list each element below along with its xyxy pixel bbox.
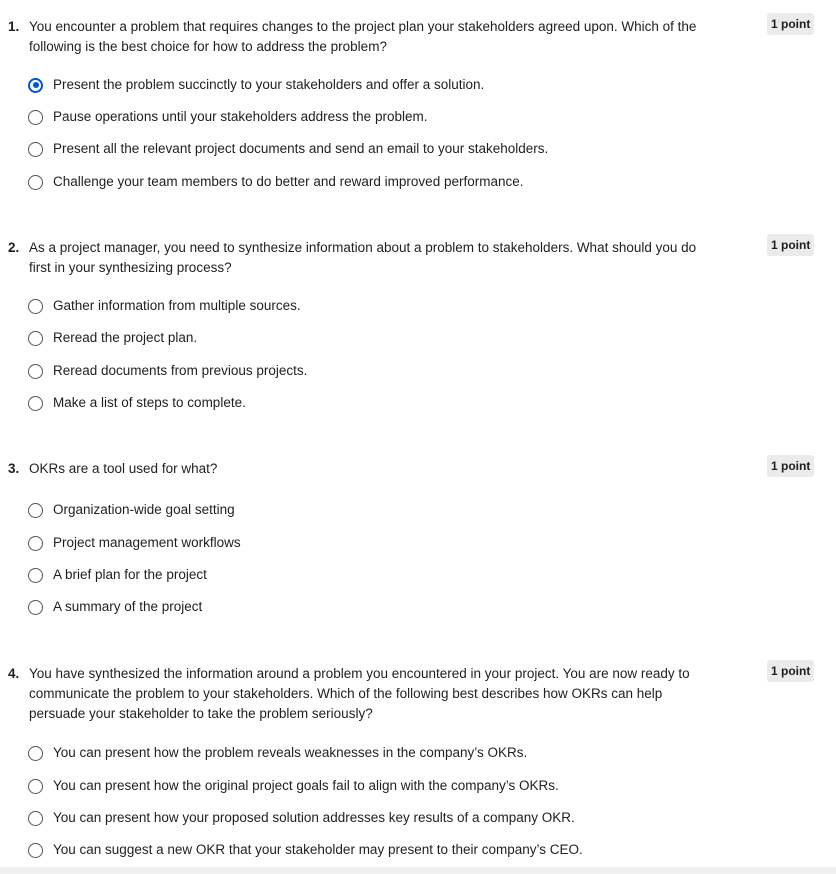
option-label: Challenge your team members to do better and reward improved performance.	[53, 174, 524, 189]
radio-icon[interactable]	[28, 503, 43, 518]
answer-option[interactable]	[28, 296, 728, 316]
option-label: You can present how the original project goals fail to align with the company’s OKRs.	[53, 778, 559, 793]
answer-option[interactable]	[28, 565, 728, 585]
radio-icon[interactable]	[28, 568, 43, 583]
option-label: Make a list of steps to complete.	[53, 395, 246, 410]
radio-icon[interactable]	[28, 110, 43, 125]
question-text: As a project manager, you need to synthesize information about a problem to stakeholders. What should you do first in your synthesizing process?	[29, 240, 697, 275]
answer-option[interactable]	[28, 840, 728, 860]
answer-option[interactable]	[28, 361, 728, 381]
answer-option[interactable]	[28, 533, 728, 553]
answer-option[interactable]	[28, 776, 728, 796]
option-label: Project management workflows	[53, 535, 241, 550]
option-label: Present all the relevant project documents and send an email to your stakeholders.	[53, 141, 549, 156]
radio-icon[interactable]	[28, 536, 43, 551]
option-label: A brief plan for the project	[53, 567, 207, 582]
points-badge: 1 point	[767, 660, 814, 682]
radio-icon[interactable]	[28, 843, 43, 858]
question-number: 4.	[8, 666, 20, 681]
bottom-divider	[0, 867, 836, 874]
radio-icon[interactable]	[28, 600, 43, 615]
option-label: Pause operations until your stakeholders address the problem.	[53, 109, 428, 124]
radio-icon[interactable]	[28, 175, 43, 190]
option-label: Present the problem succinctly to your stakeholders and offer a solution.	[53, 77, 485, 92]
points-badge: 1 point	[767, 234, 814, 256]
option-label: Gather information from multiple sources.	[53, 298, 301, 313]
option-label: You can present how the problem reveals weaknesses in the company’s OKRs.	[53, 745, 528, 760]
option-label: You can present how your proposed solution addresses key results of a company OKR.	[53, 810, 575, 825]
points-badge: 1 point	[767, 455, 814, 477]
option-label: Organization-wide goal setting	[53, 502, 235, 517]
radio-icon[interactable]	[28, 811, 43, 826]
question-text: You have synthesized the information around a problem you encountered in your project. You are now ready to communicate the problem to your stakeholders. Which of the following best describes how OKRs can help persuade your stakeholder to take the problem seriously?	[29, 666, 690, 721]
points-badge: 1 point	[767, 13, 814, 35]
option-label: Reread documents from previous projects.	[53, 363, 308, 378]
option-label: You can suggest a new OKR that your stakeholder may present to their company’s CEO.	[53, 842, 583, 857]
radio-icon[interactable]	[28, 746, 43, 761]
answer-option[interactable]	[28, 172, 728, 192]
question-text: You encounter a problem that requires changes to the project plan your stakeholders agreed upon. Which of the following is the best choice for how to address the problem?	[29, 19, 697, 54]
radio-icon[interactable]	[28, 364, 43, 379]
answer-option[interactable]	[28, 328, 728, 348]
radio-icon[interactable]	[28, 331, 43, 346]
radio-icon[interactable]	[28, 299, 43, 314]
answer-option[interactable]	[28, 597, 728, 617]
answer-option[interactable]	[28, 393, 728, 413]
answer-option[interactable]	[28, 743, 728, 763]
option-label: Reread the project plan.	[53, 330, 198, 345]
answer-option[interactable]	[28, 808, 728, 828]
answer-option[interactable]	[28, 500, 728, 520]
option-label: A summary of the project	[53, 599, 203, 614]
question-number: 3.	[8, 461, 20, 476]
radio-icon[interactable]	[28, 396, 43, 411]
answer-option[interactable]	[28, 139, 728, 159]
radio-icon[interactable]	[28, 779, 43, 794]
question-text: OKRs are a tool used for what?	[29, 461, 218, 476]
answer-option[interactable]	[28, 75, 728, 95]
radio-icon[interactable]	[28, 142, 43, 157]
radio-selected-icon[interactable]	[28, 78, 43, 93]
question-number: 1.	[8, 19, 20, 34]
answer-option[interactable]	[28, 107, 728, 127]
question-number: 2.	[8, 240, 20, 255]
